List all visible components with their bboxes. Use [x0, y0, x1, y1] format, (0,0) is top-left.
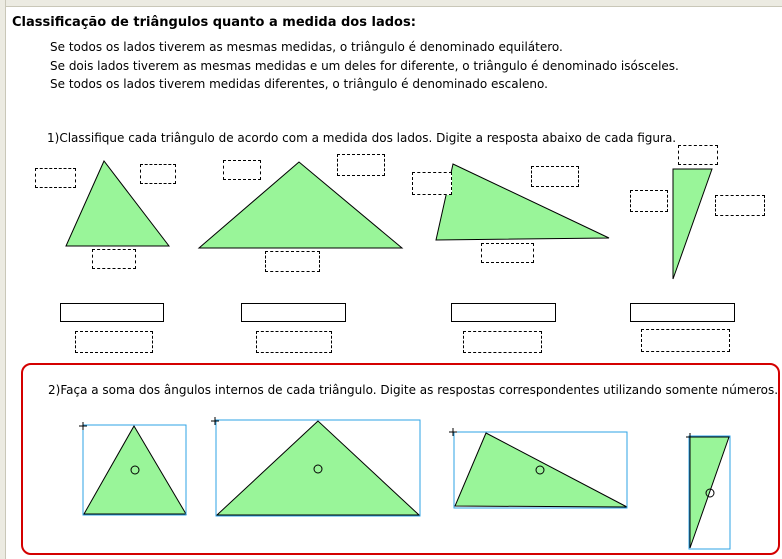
- side-input-t2-left[interactable]: [223, 160, 261, 180]
- exercise-1-instruction: 1)Classifique cada triângulo de acordo com a medida dos lados. Digite a resposta abaixo de cada figura.: [47, 131, 677, 145]
- side-input-t1-right[interactable]: [140, 164, 176, 184]
- side-input-t3-bottom[interactable]: [481, 243, 534, 263]
- answer-input-2[interactable]: [241, 303, 346, 322]
- answer-input-1[interactable]: [60, 303, 164, 322]
- answer-input-3[interactable]: [451, 303, 556, 322]
- definition-equilateral: Se todos os lados tiverem as mesmas medidas, o triângulo é denominado equilátero.: [50, 40, 563, 54]
- exercise-2-instruction: 2)Faça a soma dos ângulos internos de cada triângulo. Digite as respostas correspondentes utilizando somente números.: [48, 383, 779, 397]
- answer-check-4: [641, 329, 730, 352]
- side-input-t3-left[interactable]: [412, 172, 452, 195]
- side-input-t4-right[interactable]: [715, 195, 765, 216]
- definition-scalene: Se todos os lados tiverem medidas diferentes, o triângulo é denominado escaleno.: [50, 77, 548, 91]
- side-input-t1-left[interactable]: [35, 168, 76, 188]
- side-input-t1-bottom[interactable]: [92, 249, 136, 269]
- answer-input-4[interactable]: [630, 303, 735, 322]
- answer-check-2: [256, 331, 332, 353]
- definition-isosceles: Se dois lados tiverem as mesmas medidas e um deles for diferente, o triângulo é denominado isósceles.: [50, 59, 679, 73]
- answer-check-1: [75, 331, 153, 353]
- triangle-4-right: [673, 169, 712, 279]
- side-input-t3-right[interactable]: [531, 166, 579, 187]
- triangle-3-scalene: [436, 164, 609, 240]
- side-input-t4-top[interactable]: [678, 145, 718, 165]
- side-input-t2-bottom[interactable]: [265, 251, 320, 272]
- side-input-t4-left[interactable]: [630, 190, 668, 212]
- page-title: Classificação de triângulos quanto a medida dos lados:: [12, 15, 416, 30]
- answer-check-3: [463, 331, 542, 353]
- side-input-t2-right[interactable]: [337, 154, 385, 176]
